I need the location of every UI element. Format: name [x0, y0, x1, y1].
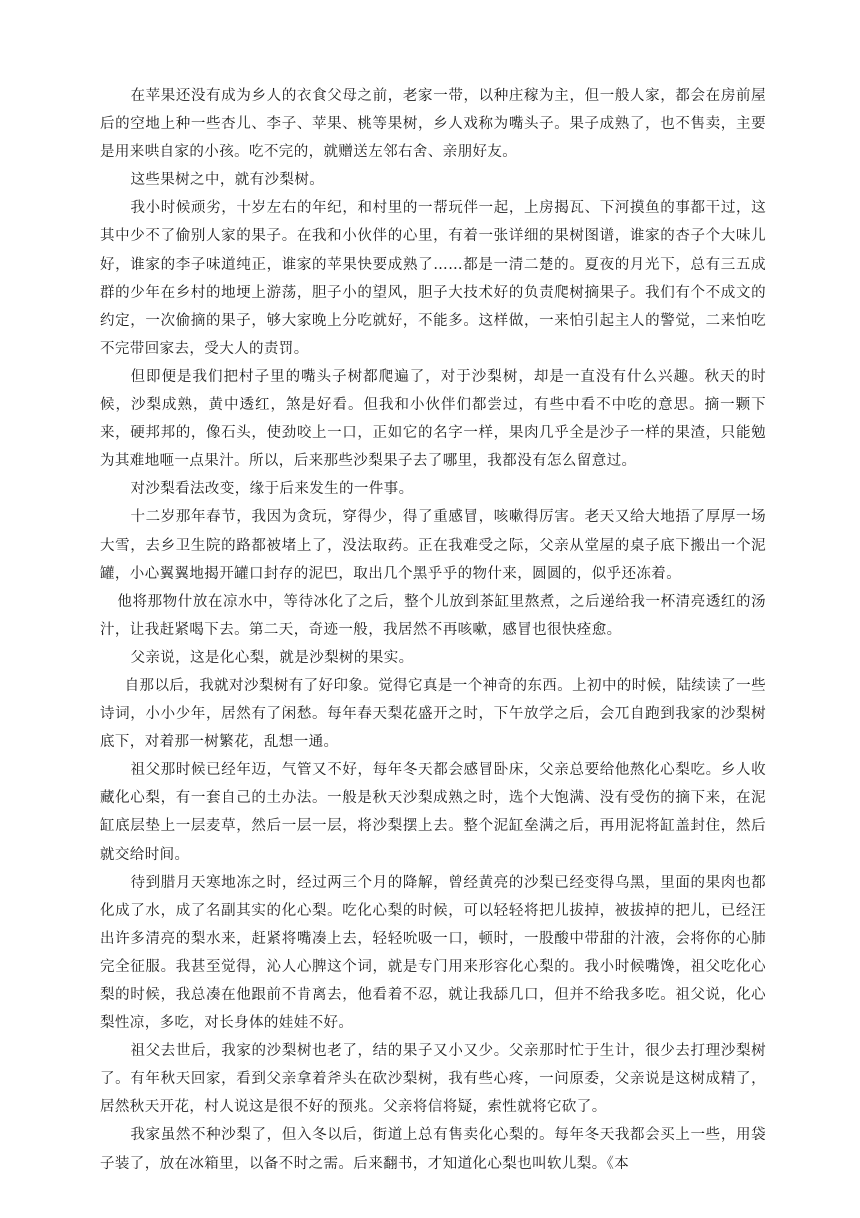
paragraph-13: 我家虽然不种沙梨了，但入冬以后，街道上总有售卖化心梨的。每年冬天我都会买上一些，用袋子装了，放在冰箱里，以备不时之需。后来翻书，才知道化心梨也叫软儿梨。《本 — [100, 1127, 766, 1172]
paragraph-9: 自那以后，我就对沙梨树有了好印象。觉得它真是一个神奇的东西。上初中的时候，陆续读了一些诗词，小小少年，居然有了闲愁。每年春天梨花盛开之时，下午放学之后，会兀自跑到我家的沙梨树底下，对着那一树繁花，乱想一通。 — [100, 677, 766, 751]
paragraph-12: 祖父去世后，我家的沙梨树也老了，结的果子又小又少。父亲那时忙于生计，很少去打理沙梨树了。有年秋天回家，看到父亲拿着斧头在砍沙梨树，我有些心疼，一问原委，父亲说是这树成精了，居然秋天开花，村人说这是很不好的预兆。父亲将信将疑，索性就将它砍了。 — [100, 1043, 766, 1116]
paragraph-11: 待到腊月天寒地冻之时，经过两三个月的降解，曾经黄亮的沙梨已经变得乌黑，里面的果肉也都化成了水，成了名副其实的化心梨。吃化心梨的时候，可以轻轻将把儿拔掉，被拔掉的把儿，已经汪出许多清亮的梨水来，赶紧将嘴凑上去，轻轻吮吸一口，顿时，一股酸中带甜的汁液，会将你的心肺完全征服。我甚至觉得，沁人心脾这个词，就是专门用来形容化心梨的。我小时候嘴馋，祖父吃化心梨的时候，我总凑在他跟前不肯离去，他看着不忍，就让我舔几口，但并不给我多吃。祖父说，化心梨性凉，多吃，对长身体的娃娃不好。 — [100, 874, 766, 1032]
paragraph-5: 对沙梨看法改变，缘于后来发生的一件事。 — [130, 481, 414, 498]
paragraph-10: 祖父那时候已经年迈，气管又不好，每年冬天都会感冒卧床，父亲总要给他熬化心梨吃。乡人收藏化心梨，有一套自己的土办法。一般是秋天沙梨成熟之时，选个大饱满、没有受伤的摘下来，在泥缸底层垫上一层麦草，然后一层一层，将沙梨摆上去。整个泥缸垒满之后，再用泥将缸盖封住，然后就交给时间。 — [100, 762, 766, 863]
paragraph-4: 但即便是我们把村子里的嘴头子树都爬遍了，对于沙梨树，却是一直没有什么兴趣。秋天的时候，沙梨成熟，黄中透红，煞是好看。但我和小伙伴们都尝过，有些中看不中吃的意思。摘一颗下来，硬邦邦的，像石头，使劲咬上一口，正如它的名字一样，果肉几乎全是沙子一样的果渣，只能勉为其难地咂一点果汁。所以，后来那些沙梨果子去了哪里，我都没有怎么留意过。 — [100, 368, 766, 470]
paragraph-1: 在苹果还没有成为乡人的衣食父母之前，老家一带，以种庄稼为主，但一般人家，都会在房前屋后的空地上种一些杏儿、李子、苹果、桃等果树，乡人戏称为嘴头子。果子成熟了，也不售卖，主要是用来哄自家的小孩。吃不完的，就赠送左邻右舍、亲朋好友。 — [100, 88, 766, 161]
paragraph-8: 父亲说，这是化心梨，就是沙梨树的果实。 — [130, 649, 414, 666]
paragraph-7: 他将那物什放在凉水中，等待冰化了之后，整个儿放到茶缸里熬煮，之后递给我一杯清亮透红的汤汁，让我赶紧喝下去。第二天，奇迹一般，我居然不再咳嗽，感冒也很快痊愈。 — [100, 593, 766, 638]
paragraph-2: 这些果树之中，就有沙梨树。 — [130, 172, 325, 189]
article-body — [100, 82, 766, 1178]
paragraph-3: 我小时候顽劣，十岁左右的年纪，和村里的一帮玩伴一起，上房揭瓦、下河摸鱼的事都干过，这其中少不了偷别人家的果子。在我和小伙伴的心里，有着一张详细的果树图谱，谁家的杏子个大味儿好，谁家的李子味道纯正，谁家的苹果快要成熟了……都是一清二楚的。夏夜的月光下，总有三五成群的少年在乡村的地埂上游荡，胆子小的望风，胆子大技术好的负责爬树摘果子。我们有个不成文的约定，一次偷摘的果子，够大家晚上分吃就好，不能多。这样做，一来怕引起主人的警觉，二来怕吃不完带回家去，受大人的责罚。 — [100, 200, 766, 357]
paragraph-6: 十二岁那年春节，我因为贪玩，穿得少，得了重感冒，咳嗽得厉害。老天又给大地捂了厚厚一场大雪，去乡卫生院的路都被堵上了，没法取药。正在我难受之际，父亲从堂屋的桌子底下搬出一个泥罐，小心翼翼地揭开罐口封存的泥巴，取出几个黑乎乎的物什来，圆圆的，似乎还冻着。 — [100, 509, 766, 582]
